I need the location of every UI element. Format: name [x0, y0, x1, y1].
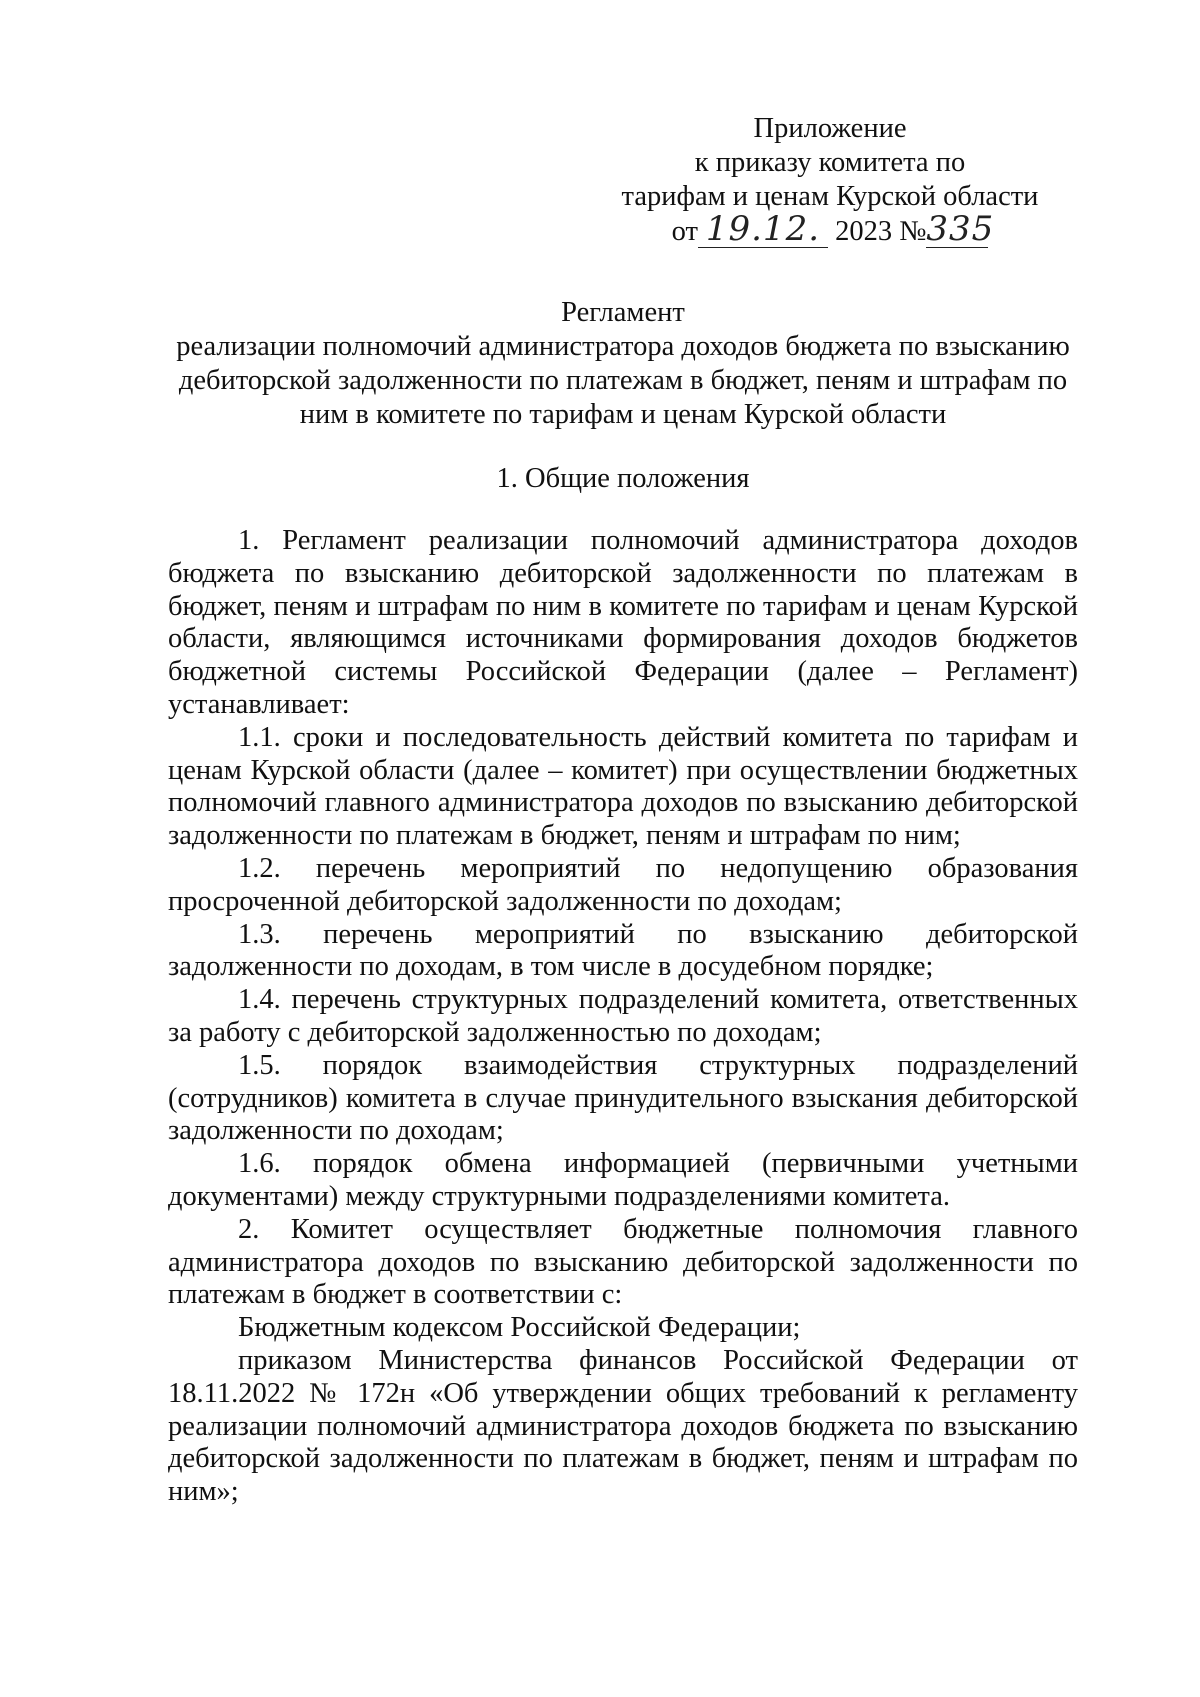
- title-heading: Регламент: [561, 297, 685, 328]
- paragraph-1-3: 1.3. перечень мероприятий по взысканию дебиторской задолженности по доходам, в том числе в досудебном порядке;: [168, 918, 1078, 983]
- paragraph-1-6: 1.6. порядок обмена информацией (первичными учетными документами) между структурными подразделениями комитета.: [168, 1148, 1078, 1212]
- paragraph-1-5: 1.5. порядок взаимодействия структурных подразделений (сотрудников) комитета в случае принудительного взыскания дебиторской задолженности по доходам;: [168, 1049, 1078, 1147]
- paragraph-1: 1. Регламент реализации полномочий администратора доходов бюджета по взысканию дебиторской задолженности по платежам в бюджет, пеням и штрафам по ним в комитете по тарифам и ценам Курской области, являющимся источниками формирования доходов бюджетов бюджетной системы Российской Федерации (далее – Регламент) устанавливает:: [168, 525, 1078, 720]
- date-prefix: от: [671, 216, 698, 247]
- appendix-header: [580, 112, 1080, 249]
- paragraph-2: 2. Комитет осуществляет бюджетные полномочия главного администратора доходов по взысканию дебиторской задолженности по платежам в бюджет в соответствии с:: [168, 1213, 1078, 1311]
- handwritten-number: 335: [926, 209, 995, 249]
- appendix-line-1: Приложение: [753, 113, 907, 144]
- title-subtitle: реализации полномочий администратора доходов бюджета по взысканию дебиторской задолженности по платежам в бюджет, пеням и штрафам по ним в комитете по тарифам и ценам Курской области: [176, 331, 1070, 430]
- paragraph-ministry-order: приказом Министерства финансов Российской Федерации от 18.11.2022 № 172н «Об утверждении общих требований к регламенту реализации полномочий администратора доходов бюджета по взысканию дебиторской задолженности по платежам в бюджет, пеням и штрафам по ним»;: [168, 1344, 1078, 1508]
- document-title: [168, 296, 1078, 432]
- appendix-line-2: к приказу комитета по: [694, 147, 966, 178]
- section-title: 1. Общие положения: [496, 463, 750, 494]
- paragraph-1-1: 1.1. сроки и последовательность действий комитета по тарифам и ценам Курской области (далее – комитет) при осуществлении бюджетных полномочий главного администратора доходов по взысканию дебиторской задолженности по платежам в бюджет, пеням и штрафам по ним;: [168, 721, 1078, 852]
- appendix-line-3: тарифам и ценам Курской области: [621, 181, 1039, 212]
- paragraph-1-4: 1.4. перечень структурных подразделений комитета, ответственных за работу с дебиторской задолженностью по доходам;: [168, 984, 1078, 1048]
- handwritten-date: 19.12.: [705, 209, 821, 249]
- year-and-number-label: 2023 №: [835, 216, 927, 247]
- number-blank: [926, 209, 995, 249]
- date-blank: [698, 209, 828, 249]
- appendix-date-line: [580, 209, 1080, 249]
- paragraph-budget-code: Бюджетным кодексом Российской Федерации;: [238, 1312, 801, 1344]
- body-text: [168, 525, 1078, 1509]
- paragraph-1-2: 1.2. перечень мероприятий по недопущению образования просроченной дебиторской задолженности по доходам;: [168, 852, 1078, 917]
